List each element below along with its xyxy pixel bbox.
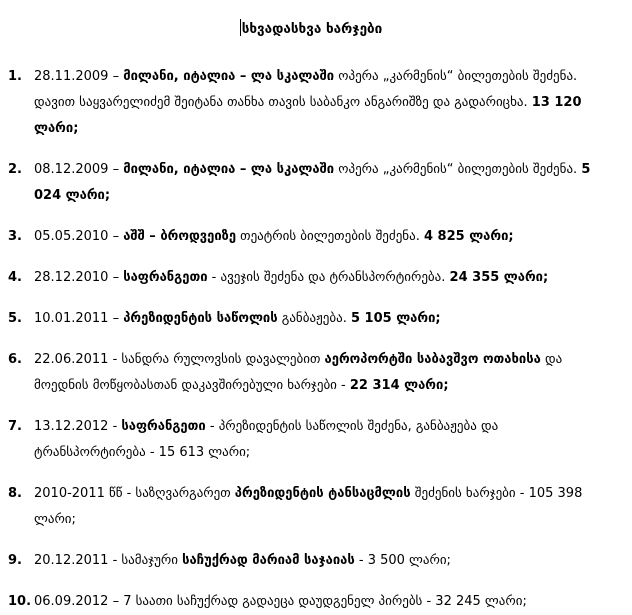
- item-text: [34, 347, 614, 399]
- list-item: [8, 157, 614, 209]
- text-segment: აშშ – ბროდვეიზე: [123, 229, 237, 244]
- list-item: [8, 548, 614, 574]
- list-item: [8, 224, 614, 250]
- item-text: [34, 306, 614, 332]
- text-segment: 4 825 ლარი;: [423, 229, 514, 244]
- item-number: 7.: [8, 419, 22, 434]
- document-title: სხვადასხვა ხარჯები: [241, 21, 383, 37]
- text-segment: განბაჟება.: [277, 311, 351, 326]
- text-segment: ოპერა „კარმენის“ ბილეთების შეძენა. დავით საყვარელიძემ შეიტანა თანხა თავის საბანკო ანგარიშზე და გადარიცხა.: [34, 69, 578, 110]
- text-segment: 5 105 ლარი;: [350, 311, 441, 326]
- text-segment: 22.06.2011 - სანდრა რულოვსის დავალებით: [34, 352, 325, 367]
- item-number: 8.: [8, 486, 22, 501]
- list-item: [8, 306, 614, 332]
- text-segment: - 3 500 ლარი;: [354, 553, 451, 568]
- text-segment: აეროპორტში საბავშვო ოთახისა: [324, 352, 541, 367]
- list-item: [8, 265, 614, 291]
- item-text: [34, 265, 614, 291]
- list-item: [8, 64, 614, 142]
- document-title-row: [8, 16, 614, 42]
- text-segment: საფრანგეთი: [123, 270, 208, 285]
- text-segment: - ავეჯის შეძენა და ტრანსპორტირება.: [207, 270, 450, 285]
- text-segment: საჩუქრად მარიამ საჯაიას: [182, 553, 355, 568]
- item-text: [34, 414, 614, 466]
- item-number: 10.: [8, 594, 32, 609]
- text-segment: 24 355 ლარი;: [449, 270, 549, 285]
- item-number: 4.: [8, 270, 22, 285]
- list-item: [8, 347, 614, 399]
- list-item: [8, 481, 614, 533]
- item-text: [34, 224, 614, 250]
- text-segment: 28.12.2010 –: [34, 270, 124, 285]
- text-segment: 22 314 ლარი;: [349, 378, 449, 393]
- item-text: [34, 589, 614, 615]
- text-segment: 13 120 ლარი;: [34, 95, 582, 136]
- text-segment: მილანი, იტალია – ლა სკალაში: [123, 162, 335, 177]
- item-number: 3.: [8, 229, 22, 244]
- list-item: [8, 589, 614, 615]
- list-item: [8, 414, 614, 466]
- text-segment: საფრანგეთი: [121, 419, 206, 434]
- text-segment: 08.12.2009 –: [34, 162, 124, 177]
- text-segment: 5 024 ლარი;: [34, 162, 591, 203]
- item-number: 5.: [8, 311, 22, 326]
- text-segment: პრეზიდენტის ტანსაცმლის: [234, 486, 411, 501]
- item-number: 6.: [8, 352, 22, 367]
- item-text: [34, 157, 614, 209]
- item-number: 2.: [8, 162, 22, 177]
- item-number: 9.: [8, 553, 22, 568]
- text-segment: 2010-2011 წწ - საზღვარგარეთ: [34, 486, 235, 501]
- text-segment: 05.05.2010 –: [34, 229, 124, 244]
- text-segment: და მოედნის მოწყობასთან დაკავშირებული ხარჯები -: [34, 352, 563, 393]
- text-segment: ოპერა „კარმენის“ ბილეთების შეძენა.: [334, 162, 582, 177]
- item-text: [34, 548, 614, 574]
- text-segment: 10.01.2011 –: [34, 311, 124, 326]
- text-segment: - პრეზიდენტის საწოლის შეძენა, განბაჟება და ტრანსპორტირება - 15 613 ლარი;: [34, 419, 499, 460]
- item-number: 1.: [8, 69, 22, 84]
- item-text: [34, 64, 614, 142]
- expense-list: [8, 64, 614, 615]
- text-segment: პრეზიდენტის საწოლის: [123, 311, 278, 326]
- text-segment: 13.12.2012 -: [34, 419, 122, 434]
- text-segment: მილანი, იტალია – ლა სკალაში: [123, 69, 335, 84]
- text-segment: 28.11.2009 –: [34, 69, 124, 84]
- text-segment: 20.12.2011 - სამაჯური: [34, 553, 183, 568]
- item-text: [34, 481, 614, 533]
- text-segment: თეატრის ბილეთების შეძენა.: [236, 229, 424, 244]
- text-segment: 06.09.2012 – 7 საათი საჩუქრად გადაეცა დაუდგენელ პირებს - 32 245 ლარი;: [34, 594, 527, 609]
- text-segment: შეძენის ხარჯები - 105 398 ლარი;: [34, 486, 583, 527]
- text-cursor: [240, 19, 241, 36]
